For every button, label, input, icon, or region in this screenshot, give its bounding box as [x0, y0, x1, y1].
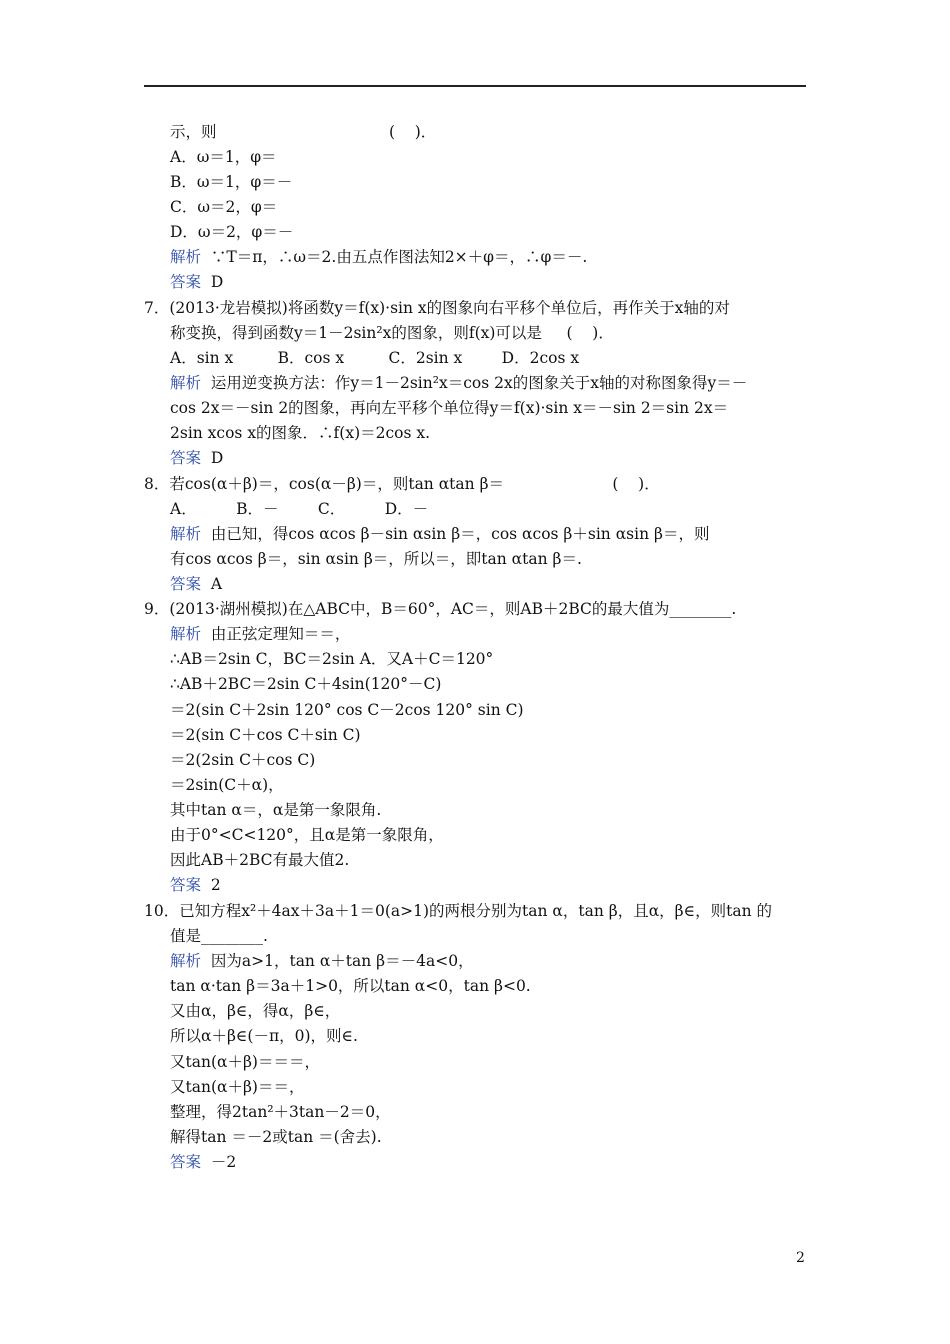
line-text: 7．(2013·龙岩模拟)将函数y＝f(x)·sin x的图象向右平移个单位后，再作关于x轴的对 — [144, 299, 730, 317]
analysis-label: 解析 — [170, 625, 202, 643]
text-line — [170, 951, 474, 971]
answer-label: 答案 — [170, 876, 202, 894]
text-line — [170, 926, 268, 946]
text-line — [170, 272, 223, 292]
text-line — [170, 398, 728, 418]
text-line — [170, 348, 579, 368]
text-line — [170, 850, 349, 870]
analysis-label: 解析 — [170, 248, 202, 266]
text-line — [170, 423, 430, 443]
header-rule — [144, 85, 806, 87]
text-line — [170, 222, 293, 242]
line-text: 由于0°<C<120°，且α是第一象限角， — [170, 826, 444, 844]
line-text: 其中tan α＝，α是第一象限角. — [170, 801, 382, 819]
answer-label: 答案 — [170, 575, 202, 593]
line-text: 称变换，得到函数y＝1－2sin²x的图象，则f(x)可以是 ( )． — [170, 324, 614, 342]
line-text: ＝2sin(C＋α)， — [170, 776, 284, 794]
line-text: －2 — [201, 1153, 237, 1171]
line-text: 有cos αcos β＝，sin αsin β＝，所以＝，即tan αtan β＝. — [170, 550, 582, 568]
line-text: A． B．－ C． D．－ — [170, 500, 429, 518]
answer-label: 答案 — [170, 449, 202, 467]
line-text: 运用逆变换方法：作y＝1－2sin²x＝cos 2x的图象关于x轴的对称图象得y＝－ — [201, 374, 748, 392]
line-text: 所以α＋β∈(－π，0)，则∈. — [170, 1027, 358, 1045]
text-line — [170, 649, 493, 669]
line-text: ＝2(2sin C＋cos C) — [170, 751, 316, 769]
line-text: 又tan(α＋β)＝＝＝， — [170, 1053, 320, 1071]
text-line — [170, 247, 587, 267]
line-text: 因为a>1，tan α＋tan β＝－4a<0， — [201, 952, 474, 970]
line-text: B．ω＝1，φ＝－ — [170, 173, 293, 191]
text-line — [170, 825, 444, 845]
analysis-label: 解析 — [170, 374, 202, 392]
line-text: 10．已知方程x²＋4ax＋3a＋1＝0(a>1)的两根分别为tan α，tan β，且α，β∈，则tan 的 — [144, 902, 773, 920]
text-line — [170, 197, 277, 217]
line-text: 又由α，β∈，得α，β∈， — [170, 1002, 341, 1020]
line-text: D — [201, 449, 224, 467]
text-line — [144, 298, 730, 318]
text-line — [170, 976, 531, 996]
text-line — [144, 599, 736, 619]
line-text: ∴AB＝2sin C，BC＝2sin A．又A＋C＝120° — [170, 650, 494, 668]
text-line — [170, 750, 315, 770]
line-text: 值是________. — [170, 927, 268, 945]
line-text: A．sin x B．cos x C．2sin x D．2cos x — [170, 349, 580, 367]
text-line — [170, 674, 441, 694]
line-text: 由已知，得cos αcos β－sin αsin β＝，cos αcos β＋sin αsin β＝，则 — [201, 525, 710, 543]
line-text: 由正弦定理知＝＝， — [201, 625, 351, 643]
text-line — [170, 800, 381, 820]
analysis-label: 解析 — [170, 525, 202, 543]
text-line — [170, 700, 524, 720]
line-text: ∴AB＋2BC＝2sin C＋4sin(120°－C) — [170, 675, 442, 693]
line-text: 2 — [201, 876, 221, 894]
text-line — [170, 574, 222, 594]
text-line — [170, 172, 292, 192]
line-text: ＝2(sin C＋cos C＋sin C) — [170, 726, 361, 744]
text-line — [170, 323, 614, 343]
text-line — [170, 499, 428, 519]
text-line — [170, 1127, 382, 1147]
text-line — [170, 122, 436, 142]
line-text: A．ω＝1，φ＝ — [170, 148, 277, 166]
text-line — [144, 474, 660, 494]
text-line — [170, 549, 582, 569]
text-line — [170, 775, 284, 795]
text-line — [170, 373, 747, 393]
line-text: cos 2x＝－sin 2的图象，再向左平移个单位得y＝f(x)·sin x＝－sin 2＝sin 2x＝ — [170, 399, 729, 417]
page-number: 2 — [796, 1250, 805, 1266]
text-line — [170, 875, 221, 895]
line-text: 9．(2013·湖州模拟)在△ABC中，B＝60°，AC＝，则AB＋2BC的最大值为________. — [144, 600, 737, 618]
line-text: 又tan(α＋β)＝＝， — [170, 1078, 305, 1096]
text-line — [170, 624, 350, 644]
line-text: 8．若cos(α＋β)＝，cos(α－β)＝，则tan αtan β＝ ( )． — [144, 475, 660, 493]
line-text: 2sin xcos x的图象．∴f(x)＝2cos x. — [170, 424, 431, 442]
answer-label: 答案 — [170, 273, 202, 291]
answer-label: 答案 — [170, 1153, 202, 1171]
text-line — [170, 1052, 320, 1072]
text-line — [170, 147, 277, 167]
line-text: 解得tan ＝－2或tan ＝(舍去). — [170, 1128, 382, 1146]
text-line — [144, 901, 772, 921]
line-text: D．ω＝2，φ＝－ — [170, 223, 294, 241]
analysis-label: 解析 — [170, 952, 202, 970]
text-line — [170, 1152, 236, 1172]
text-line — [170, 725, 361, 745]
line-text: ∵T＝π，∴ω＝2.由五点作图法知2×＋φ＝，∴φ＝－. — [201, 248, 588, 266]
text-line — [170, 1077, 304, 1097]
line-text: C．ω＝2，φ＝ — [170, 198, 278, 216]
line-text: A — [201, 575, 223, 593]
text-line — [170, 448, 223, 468]
text-line — [170, 524, 709, 544]
line-text: 因此AB＋2BC有最大值2. — [170, 851, 350, 869]
line-text: 整理，得2tan²＋3tan－2＝0， — [170, 1103, 391, 1121]
text-line — [170, 1102, 391, 1122]
line-text: 示，则 ( )． — [170, 123, 437, 141]
line-text: tan α·tan β＝3a＋1>0，所以tan α<0，tan β<0. — [170, 977, 531, 995]
text-line — [170, 1026, 358, 1046]
text-line — [170, 1001, 340, 1021]
line-text: ＝2(sin C＋2sin 120° cos C－2cos 120° sin C) — [170, 701, 524, 719]
line-text: D — [201, 273, 224, 291]
